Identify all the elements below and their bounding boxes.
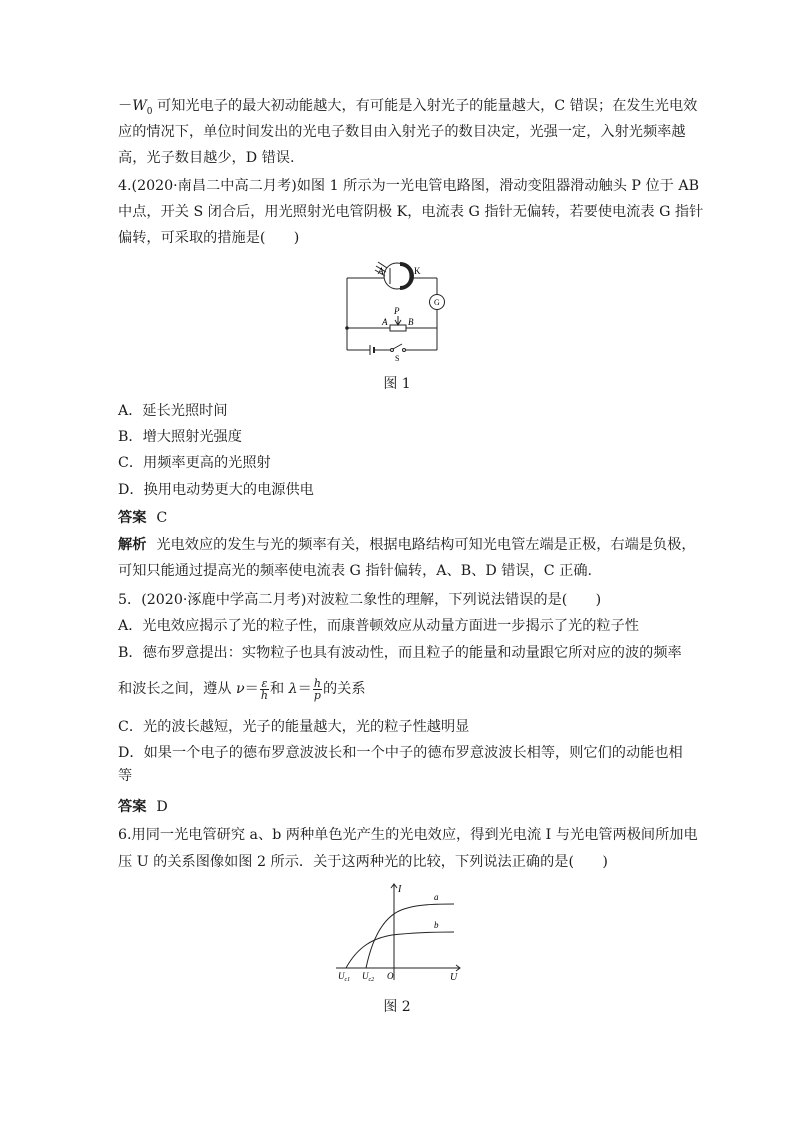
q5-option-b-line-2: 和波长之间，遵从 ν＝ $\frac{\varepsilon}{h}$ 和 λ＝ $\frac{h}{p}$ 的关系: [118, 676, 366, 702]
fig2-ylabel: I: [398, 884, 402, 895]
fig1-label-S: S: [395, 354, 400, 363]
q5-option-c: C．光的波长越短，光子的能量越大，光的粒子性越明显: [118, 719, 470, 735]
q5-option-d-line-1: D．如果一个电子的德布罗意波波长和一个中子的德布罗意波波长相等，则它们的动能也相: [118, 745, 683, 761]
fig1-label-G: G: [434, 298, 440, 307]
q5-option-a: A．光电效应揭示了光的粒子性，而康普顿效应从动量方面进一步揭示了光的粒子性: [118, 618, 639, 634]
q5-answer: 答案 D: [118, 799, 168, 815]
prev-explanation-line-2: 应的情况下，单位时间发出的光电子数目由入射光子的数目决定，光强一定，入射光频率越: [118, 124, 686, 140]
q5-stem: 5．(2020·涿鹿中学高二月考)对波粒二象性的理解，下列说法错误的是( ): [118, 592, 602, 608]
q4-analysis-line-2: 可知只能通过提高光的频率使电流表 G 指针偏转，A、B、D 错误，C 正确.: [118, 563, 593, 579]
prev-explanation-line-1: $-W_0$ 可知光电子的最大初动能越大，有可能是入射光子的能量越大，C 错误；在发生光电效: [118, 98, 698, 117]
fig2-xlabel: U: [450, 972, 458, 983]
fig2-label-b: b: [434, 920, 439, 930]
prev-explanation-line-3: 高，光子数目越少，D 错误.: [118, 150, 295, 166]
q4-option-c: C．用频率更高的光照射: [118, 455, 271, 471]
fig1-label-B: B: [408, 317, 414, 327]
formula-frequency: $\frac{\varepsilon}{h}$: [260, 676, 268, 702]
q4-option-b: B．增大照射光强度: [118, 429, 242, 445]
figure-2-caption: 图 2: [383, 999, 411, 1015]
q6-stem-line-1: 6.用同一光电管研究 a、b 两种单色光产生的光电效应，得到光电流 I 与光电管两极间所加电: [118, 827, 698, 843]
fig1-label-A: A: [378, 266, 384, 276]
curve-a: [366, 904, 454, 968]
figure-1-circuit-diagram: [340, 254, 460, 364]
figure-2-iu-graph: [332, 878, 466, 988]
fig2-label-a: a: [434, 892, 439, 902]
fig2-origin: O: [387, 971, 394, 981]
fig1-label-K: K: [414, 266, 421, 276]
curve-b: [346, 932, 454, 968]
q4-analysis-line-1: 解析 光电效应的发生与光的频率有关，根据电路结构可知光电管左端是正极，右端是负极，: [118, 537, 696, 553]
q5-option-b-line-1: B．德布罗意提出：实物粒子也具有波动性，而且粒子的能量和动量跟它所对应的波的频率: [118, 645, 682, 661]
formula-wavelength: $\frac{h}{p}$: [313, 676, 321, 702]
fig2-label-uc1: $U_{c1}$: [338, 971, 351, 983]
q4-answer: 答案 C: [118, 510, 168, 526]
q6-stem-line-2: 压 U 的关系图像如图 2 所示．关于这两种光的比较，下列说法正确的是( ): [118, 854, 608, 870]
fig2-label-uc2: $U_{c2}$: [362, 971, 375, 983]
q4-option-d: D．换用电动势更大的电源供电: [118, 482, 314, 498]
figure-1-caption: 图 1: [383, 376, 411, 392]
q4-stem-line-3: 偏转，可采取的措施是( ): [118, 230, 300, 246]
fig1-label-P: P: [394, 306, 400, 316]
fig1-label-A2: A: [382, 317, 388, 327]
q4-stem-line-2: 中点，开关 S 闭合后，用光照射光电管阴极 K，电流表 G 指针无偏转，若要使电流表 G 指针: [118, 204, 704, 220]
q5-option-d-line-2: 等: [118, 768, 133, 784]
q4-stem-line-1: 4.(2020·南昌二中高二月考)如图 1 所示为一光电管电路图，滑动变阻器滑动触头 P 位于 AB: [118, 178, 700, 194]
q4-option-a: A．延长光照时间: [118, 403, 228, 419]
